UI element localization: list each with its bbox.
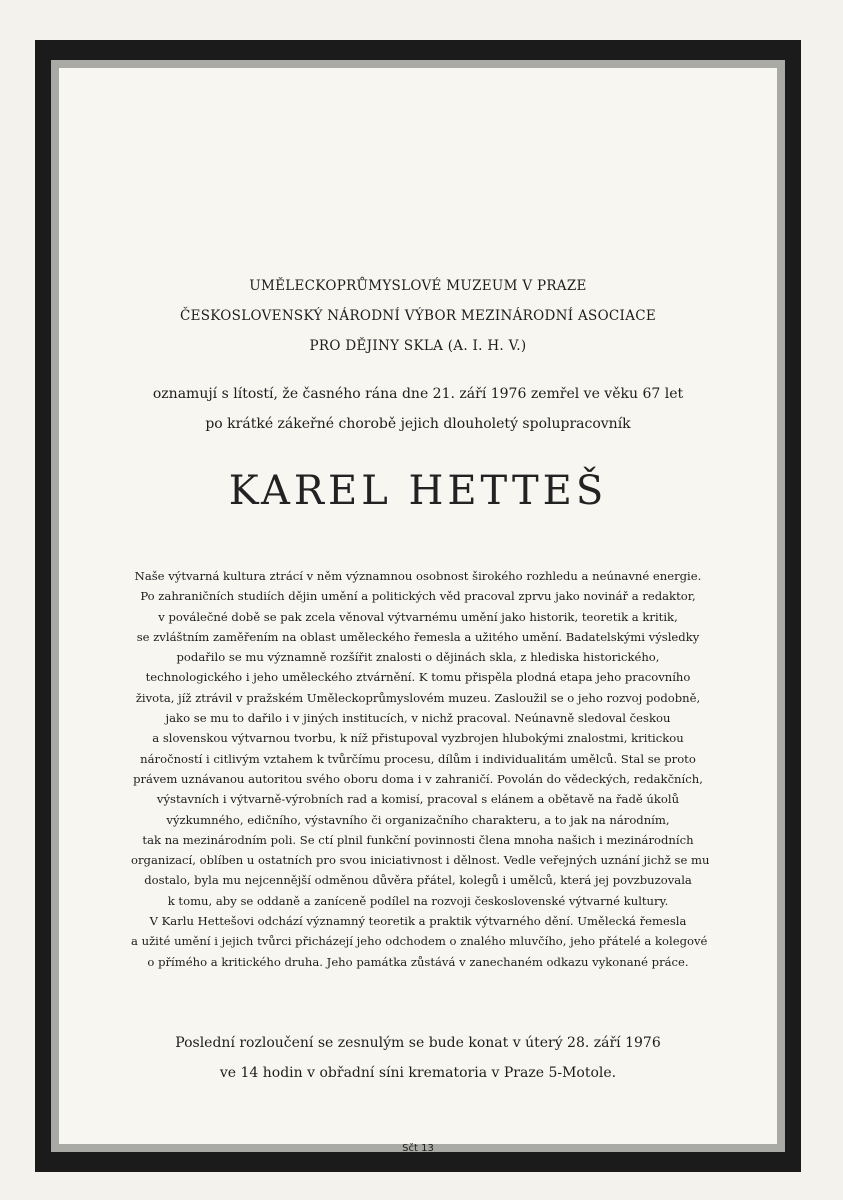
obituary-line: života, jíž ztrávil v pražském Uměleckoprůmyslovém muzeu. Zasloužil se o jeho rozvoj podobně, — [135, 690, 701, 705]
obituary-line: v poválečné době se pak zcela věnoval výtvarnému umění jako historik, teoretik a kritik, — [158, 609, 678, 624]
obituary-line: Naše výtvarná kultura ztrácí v něm významnou osobnost širokého rozhledu a neúnavné energie. — [134, 569, 702, 583]
obituary-line: výstavních i výtvarně-výrobních rad a komisí, pracoval s elánem a obětavě na řadě úkolů — [156, 792, 680, 807]
obituary-line: právem uznávanou autoritou svého oboru doma i v zahraničí. Povolán do vědeckých, redakčních, — [133, 771, 703, 786]
obituary-line: výzkumného, edičního, výstavního či organizačního charakteru, a to jak na národním, — [166, 812, 670, 827]
announcement-line: po krátké zákeřné chorobě jejich dlouholetý spolupracovník — [205, 416, 631, 432]
obituary-line: Po zahraničních studiích dějin umění a politických věd pracoval zprvu jako novinář a redaktor, — [140, 589, 696, 604]
funeral-line: Poslední rozloučení se zesnulým se bude konat v úterý 28. září 1976 — [175, 1035, 661, 1051]
obituary-line: technologického i jeho uměleckého ztvárnění. K tomu přispěla plodná etapa jeho pracovního — [145, 670, 691, 685]
institution-line: ČESKOSLOVENSKÝ NÁRODNÍ VÝBOR MEZINÁRODNÍ ASOCIACE — [179, 308, 657, 324]
notice-paper — [59, 68, 777, 1154]
mourning-border-black — [35, 40, 801, 1172]
obituary-line: se zvláštním zaměřením na oblast uměleckého řemesla a užitého umění. Badatelskými výsledky — [136, 629, 700, 644]
institution-line: PRO DĚJINY SKLA (A. I. H. V.) — [309, 338, 527, 354]
obituary-line: a slovenskou výtvarnou tvorbu, k níž přistupoval vyzbrojen hlubokými znalostmi, kritickou — [152, 731, 684, 746]
institutions-header — [59, 271, 777, 361]
obituary-line: náročností i citlivým vztahem k tvůrčímu procesu, dílům i individualitám umělců. Stal se proto — [140, 751, 696, 766]
funeral-line: ve 14 hodin v obřadní síni krematoria v Praze 5-Motole. — [219, 1065, 617, 1081]
death-announcement — [59, 379, 777, 439]
obituary-line: dostalo, byla mu nejcennější odměnou důvěra přátel, kolegů i umělců, která jej povzbuzovala — [144, 873, 692, 888]
obituary-line: a užité umění i jejich tvůrci přicházejí jeho odchodem o znalého mluvčího, jeho přátelé a kolegové — [131, 934, 708, 949]
institution-line: UMĚLECKOPRŮMYSLOVÉ MUZEUM V PRAZE — [249, 278, 587, 294]
announcement-line: oznamují s lítostí, že časného rána dne 21. září 1976 zemřel ve věku 67 let — [152, 386, 684, 402]
obituary-text — [131, 566, 710, 972]
obituary-line: jako se mu to dařilo i v jiných institucích, v nichž pracoval. Neúnavně sledoval českou — [165, 711, 671, 726]
obituary-line: V Karlu Hettešovi odchází významný teoretik a praktik výtvarného dění. Umělecká řemesla — [149, 914, 687, 929]
obituary-line: tak na mezinárodním poli. Se ctí plnil funkční povinnosti člena mnoha našich i mezinárodních — [142, 832, 694, 847]
print-code: Sčt 13 — [402, 1143, 434, 1154]
obituary-line: k tomu, aby se oddaně a zaníceně podílel na rozvoji československé výtvarné kultury. — [167, 893, 669, 908]
obituary-line: podařilo se mu významně rozšířit znalosti o dějinách skla, z hlediska historického, — [176, 650, 660, 665]
notice-content — [59, 68, 777, 1154]
deceased-name: KAREL HETTEŠ — [228, 468, 608, 514]
funeral-notice — [59, 1028, 777, 1088]
obituary-line: organizací, oblíben u ostatních pro svou iniciativnost i dělnost. Vedle veřejných uznání jichž se mu — [131, 853, 710, 868]
mourning-border-grey — [51, 60, 785, 1152]
obituary-line: o přímého a kritického druha. Jeho památka zůstává v zanechaném odkazu vykonané práce. — [147, 954, 689, 969]
